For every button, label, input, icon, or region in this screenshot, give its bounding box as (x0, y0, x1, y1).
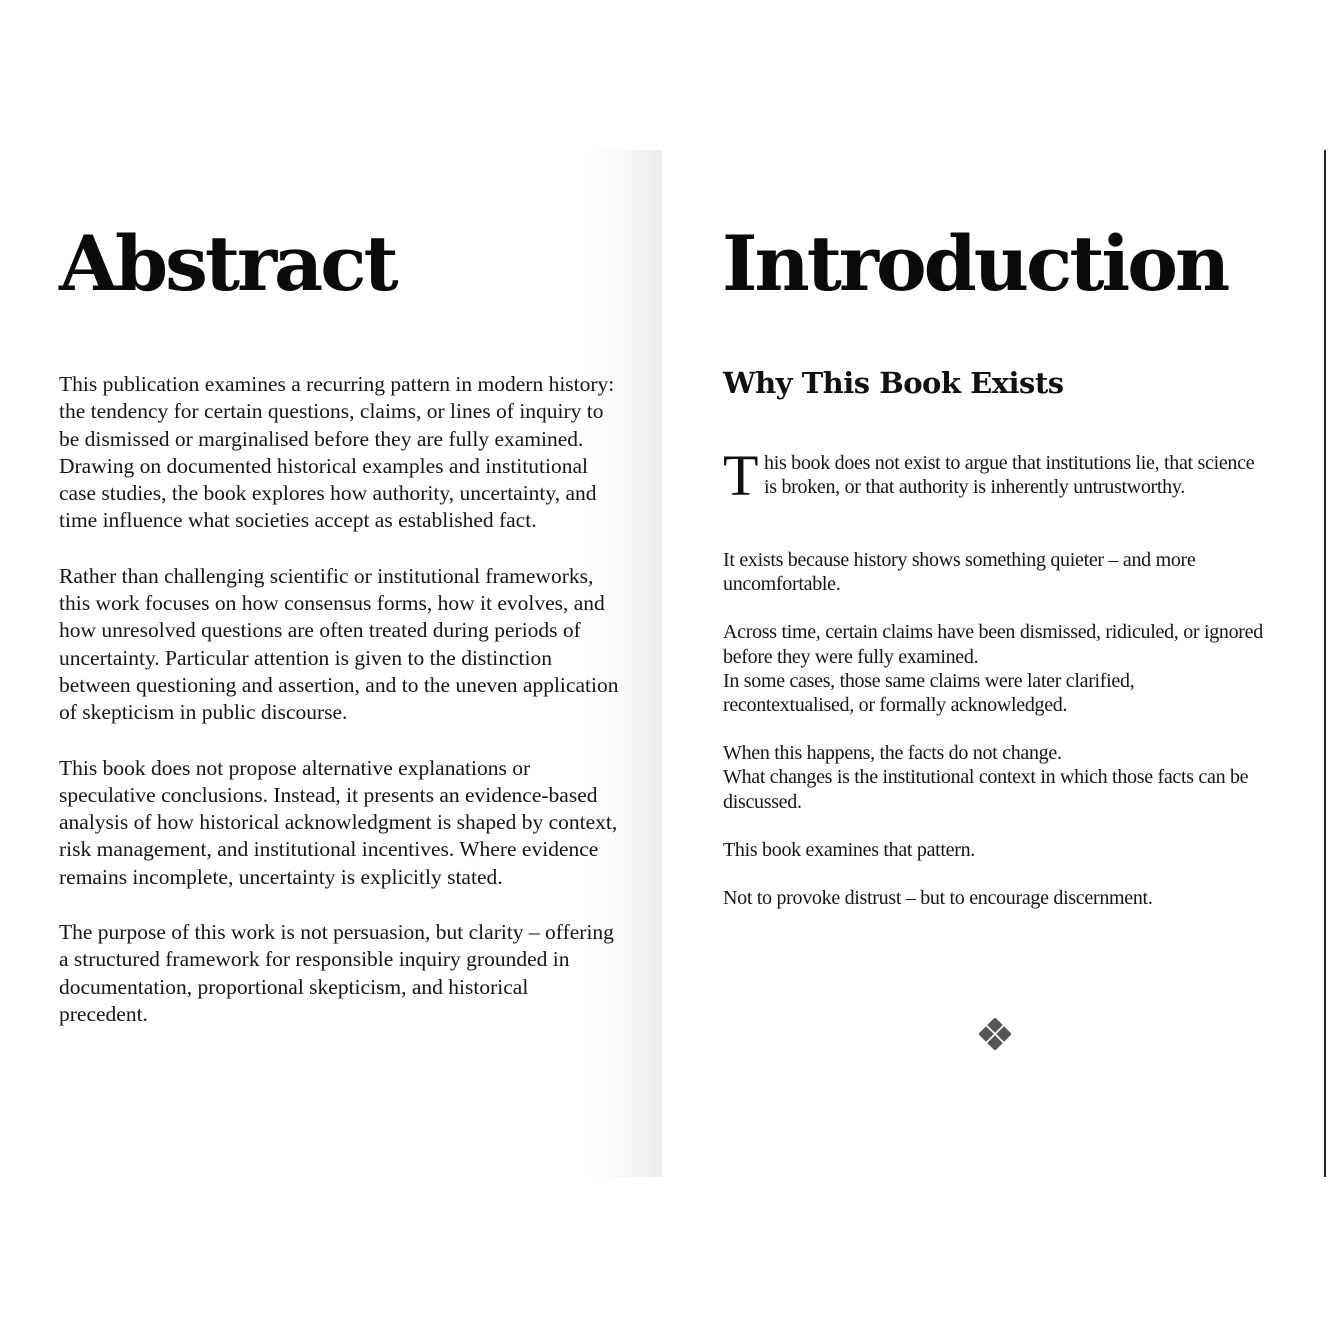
section-subtitle: Why This Book Exists (723, 366, 1064, 400)
page-title-abstract: Abstract (59, 219, 396, 308)
abstract-paragraph-2: Rather than challenging scientific or institutional frameworks, this work focuses on how consensus forms, how it evolves, and how unresolved questions are often treated during periods of uncertainty. Particular attention is given to the distinction between questioning and assertion, and to the uneven application of skepticism in public discourse. (59, 563, 619, 725)
introduction-body (723, 443, 1268, 934)
book-spread (0, 150, 1328, 1177)
drop-cap: T (723, 443, 759, 508)
intro-paragraph-2: It exists because history shows something quieter – and more uncomfortable. (723, 549, 1196, 596)
abstract-paragraph-4: The purpose of this work is not persuasion, but clarity – offering a structured framework for responsible inquiry grounded in documentation, proportional skepticism, and historical precedent. (59, 920, 614, 1026)
abstract-body (59, 371, 619, 1056)
abstract-paragraph-1: This publication examines a recurring pattern in modern history: the tendency for certain questions, claims, or lines of inquiry to be dismissed or marginalised before they are fully examined. Drawing on documented historical examples and institutional case studies, the book explores how authority, uncertainty, and time influence what societies accept as established fact. (59, 372, 615, 533)
lead-paragraph (723, 443, 1268, 524)
intro-paragraph-6: Not to provoke distrust – but to encourage discernment. (723, 887, 1153, 910)
intro-paragraph-4-line-1: When this happens, the facts do not change. (723, 742, 1062, 765)
intro-paragraph-5: This book examines that pattern. (723, 838, 976, 861)
right-page (662, 150, 1326, 1177)
intro-paragraph-4-line-2: What changes is the institutional context in which those facts can be discussed. (723, 766, 1249, 813)
intro-paragraph-3-line-1: Across time, certain claims have been dismissed, ridiculed, or ignored before they were fully examined. (723, 621, 1263, 668)
abstract-paragraph-3: This book does not propose alternative explanations or speculative conclusions. Instead, it presents an evidence-based analysis of how historical acknowledgment is shaped by context, risk management, and institutional incentives. Where evidence remains incomplete, uncertainty is explicitly stated. (59, 755, 618, 889)
four-diamond-ornament-icon (979, 1018, 1011, 1050)
intro-paragraph-3 (723, 620, 1268, 717)
lead-paragraph-text: his book does not exist to argue that institutions lie, that science is broken, or that authority is inherently untrustworthy. (764, 452, 1255, 499)
intro-paragraph-3-line-2: In some cases, those same claims were later clarified, recontextualised, or formally acknowledged. (723, 669, 1135, 717)
intro-paragraph-4 (723, 741, 1268, 814)
left-page (0, 150, 662, 1177)
page-title-introduction: Introduction (722, 219, 1228, 308)
